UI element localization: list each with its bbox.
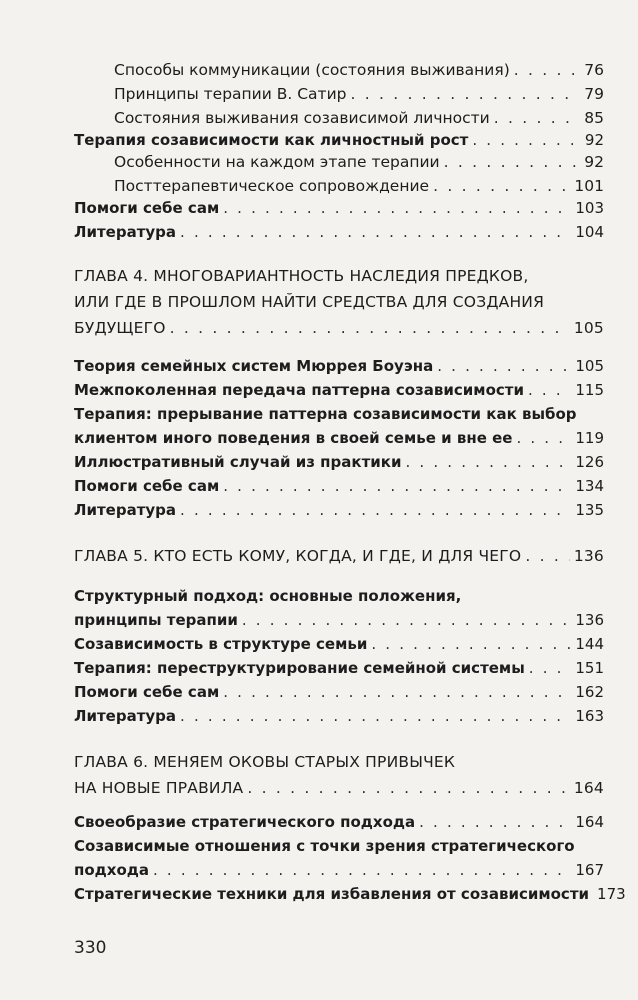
toc-entry-title: Состояния выживания созависимой личности: [114, 109, 490, 127]
chapter-5-title: [74, 546, 604, 566]
toc-entry-title: Своеобразие стратегического подхода: [74, 813, 416, 831]
leader-dots: [223, 198, 571, 218]
toc-entry-page: 167: [575, 861, 604, 879]
toc-entry: [74, 356, 604, 376]
leader-dots: [405, 452, 571, 472]
toc-entry: [114, 108, 604, 128]
chapter-6-title-line1: ГЛАВА 6. МЕНЯЕМ ОКОВЫ СТАРЫХ ПРИВЫЧЕК: [74, 753, 456, 771]
toc-entry-title: Помоги себе сам: [74, 683, 220, 701]
toc-entry-page: 163: [575, 707, 604, 725]
toc-entry: [74, 130, 604, 150]
toc-entry-page: 135: [575, 501, 604, 519]
toc-entry-title: Иллюстративный случай из практики: [74, 453, 402, 471]
toc-entry-page: 103: [575, 199, 604, 217]
toc-entry: [74, 610, 604, 630]
toc-entry: [74, 222, 604, 242]
leader-dots: [223, 682, 571, 702]
toc-entry-title: Принципы терапии В. Сатир: [114, 85, 347, 103]
toc-entry: [74, 812, 604, 832]
toc-entry: [74, 476, 604, 496]
leader-dots: [525, 546, 569, 566]
leader-dots: [170, 318, 570, 338]
leader-dots: [514, 60, 581, 80]
toc-entry: [114, 152, 604, 172]
toc-entry-page: 164: [575, 813, 604, 831]
toc-entry: [74, 500, 604, 520]
toc-entry-title: Созависимость в структуре семьи: [74, 635, 368, 653]
toc-entry: [74, 452, 604, 472]
leader-dots: [180, 706, 571, 726]
toc-entry-title: Теория семейных систем Мюррея Боуэна: [74, 357, 434, 375]
toc-entry-title: подхода: [74, 861, 149, 879]
chapter-4-title-line3: [74, 318, 604, 338]
leader-dots: [180, 500, 571, 520]
leader-dots: [444, 152, 581, 172]
leader-dots: [351, 84, 581, 104]
chapter-title: НА НОВЫЕ ПРАВИЛА: [74, 779, 244, 797]
toc-entry: [114, 176, 604, 196]
leader-dots: [437, 356, 571, 376]
toc-entry: [74, 682, 604, 702]
chapter-page: 136: [573, 547, 604, 565]
toc-entry-title: Помоги себе сам: [74, 199, 220, 217]
leader-dots: [516, 428, 571, 448]
toc-entry: [74, 634, 604, 654]
toc-entry: [74, 658, 604, 678]
toc-entry: [74, 404, 577, 424]
toc-entry-page: 126: [575, 453, 604, 471]
toc-entry-page: 162: [575, 683, 604, 701]
toc-entry-title: клиентом иного поведения в своей семье и вне ее: [74, 429, 513, 447]
chapter-6-title-line2: [74, 778, 604, 798]
chapter-4-title-line2: ИЛИ ГДЕ В ПРОШЛОМ НАЙТИ СРЕДСТВА ДЛЯ СОЗДАНИЯ: [74, 293, 545, 311]
chapter-title: ГЛАВА 5. КТО ЕСТЬ КОМУ, КОГДА, И ГДЕ, И ДЛЯ ЧЕГО: [74, 547, 522, 565]
toc-entry: [74, 836, 575, 856]
leader-dots: [247, 778, 569, 798]
toc-entry: [74, 884, 626, 904]
toc-entry: [114, 84, 604, 104]
toc-entry-page: 105: [575, 357, 604, 375]
leader-dots: [529, 658, 572, 678]
leader-dots: [180, 222, 571, 242]
toc-entry: [74, 428, 604, 448]
toc-entry-title: Особенности на каждом этапе терапии: [114, 153, 440, 171]
toc-entry-page: 92: [584, 153, 604, 171]
toc-entry-page: 85: [584, 109, 604, 127]
toc-entry-title: Терапия: переструктурирование семейной системы: [74, 659, 525, 677]
toc-entry-title: Литература: [74, 707, 177, 725]
toc-entry-page: 101: [574, 177, 604, 195]
chapter-page: 164: [573, 779, 604, 797]
toc-entry-page: 92: [584, 131, 604, 149]
leader-dots: [242, 610, 571, 630]
toc-entry-title: Межпоколенная передача паттерна созависимости: [74, 381, 524, 399]
toc-entry-page: 136: [575, 611, 604, 629]
toc-entry-page: 104: [575, 223, 604, 241]
chapter-page: 105: [573, 319, 604, 337]
toc-entry-page: 79: [584, 85, 604, 103]
toc-entry: [74, 586, 461, 606]
leader-dots: [472, 130, 581, 150]
leader-dots: [223, 476, 571, 496]
toc-entry-title: Терапия созависимости как личностный рост: [74, 131, 469, 149]
toc-entry-title: принципы терапии: [74, 611, 238, 629]
toc-entry-title: Литература: [74, 223, 177, 241]
toc-entry-title: Структурный подход: основные положения,: [74, 587, 462, 605]
leader-dots: [371, 634, 571, 654]
toc-entry-title: Литература: [74, 501, 177, 519]
toc-entry: [74, 380, 604, 400]
toc-entry-title: Посттерапевтическое сопровождение: [114, 177, 430, 195]
chapter-title: БУДУЩЕГО: [74, 319, 166, 337]
toc-entry-title: Способы коммуникации (состояния выживания): [114, 61, 510, 79]
leader-dots: [494, 108, 581, 128]
toc-entry-page: 119: [575, 429, 604, 447]
toc-entry-title: Стратегические техники для избавления от созависимости: [74, 885, 590, 903]
leader-dots: [419, 812, 571, 832]
toc-entry-page: 151: [575, 659, 604, 677]
page-number: 330: [74, 938, 107, 958]
leader-dots: [528, 380, 571, 400]
toc-entry-title: Созависимые отношения с точки зрения стратегического: [74, 837, 575, 855]
toc-entry: [74, 706, 604, 726]
toc-entry-title: Терапия: прерывание паттерна созависимости как выбор: [74, 405, 577, 423]
leader-dots: [153, 860, 571, 880]
toc-entry-page: 76: [584, 61, 604, 79]
toc-entry-page: 173: [597, 885, 626, 903]
toc-entry: [74, 198, 604, 218]
toc-entry-page: 134: [575, 477, 604, 495]
toc-entry-page: 144: [575, 635, 604, 653]
toc-entry: [114, 60, 604, 80]
toc-entry-page: 115: [575, 381, 604, 399]
toc-entry: [74, 860, 604, 880]
leader-dots: [433, 176, 570, 196]
chapter-4-title-line1: ГЛАВА 4. МНОГОВАРИАНТНОСТЬ НАСЛЕДИЯ ПРЕДКОВ,: [74, 267, 529, 285]
toc-entry-title: Помоги себе сам: [74, 477, 220, 495]
